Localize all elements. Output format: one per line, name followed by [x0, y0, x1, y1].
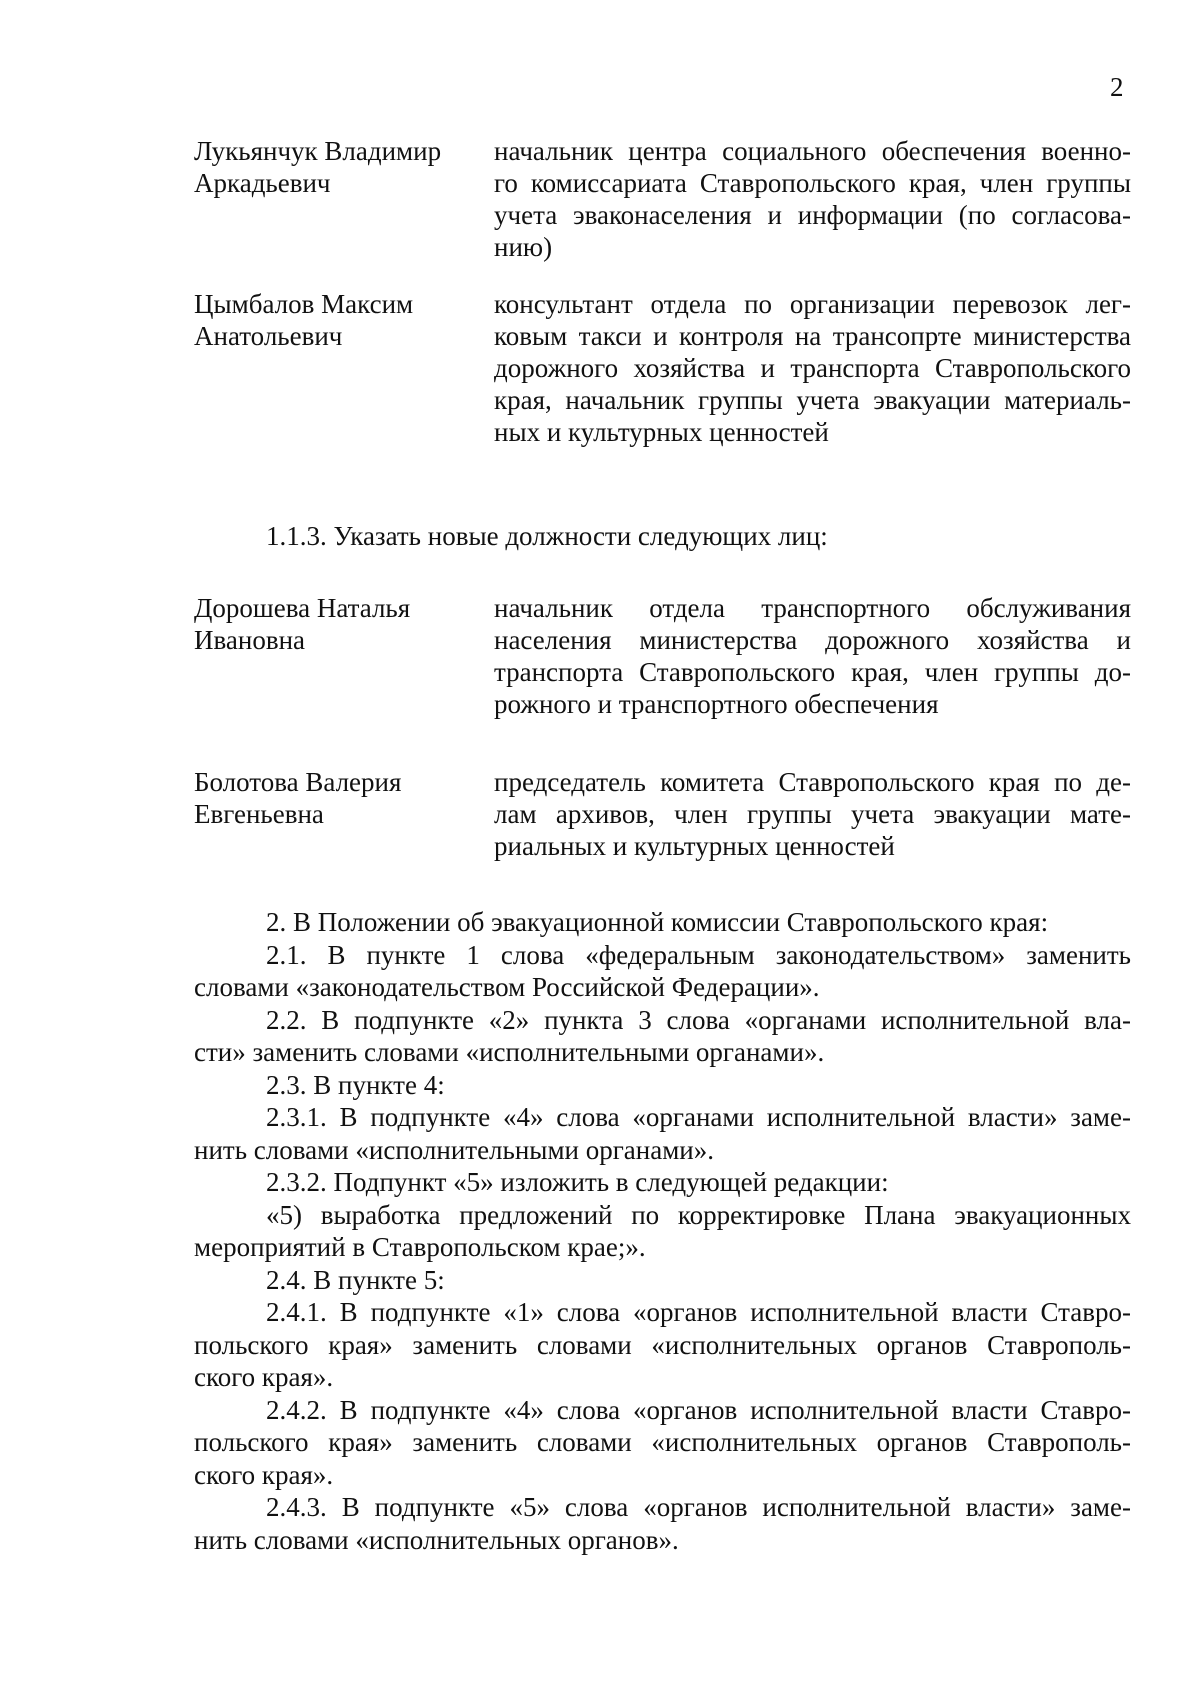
text-line: «5) выработка предложений по корректировке Плана эвакуационных [266, 1199, 1131, 1230]
member-name [194, 592, 464, 656]
position-line: консультант отдела по организации перевозок лег- [494, 289, 1131, 319]
position-line: риальных и культурных ценностей [494, 831, 895, 861]
position-line: начальник отдела транспортного обслуживания [494, 593, 1131, 623]
text-line: 2.4.1. В подпункте «1» слова «органов исполнительной власти Ставро- [266, 1297, 1131, 1327]
member-position [494, 135, 1131, 263]
text-line: ского края». [194, 1459, 334, 1490]
text-line: нить словами «исполнительных органов». [194, 1524, 679, 1555]
text-line: нить словами «исполнительными органами». [194, 1134, 715, 1165]
member-name [194, 288, 464, 352]
text-line: 2.4.3. В подпункте «5» слова «органов исполнительной власти» заме- [266, 1492, 1131, 1522]
name-line: Лукьянчук Владимир [194, 136, 442, 166]
name-line: Болотова Валерия [194, 767, 402, 797]
member-name [194, 766, 464, 830]
position-line: населения министерства дорожного хозяйства и [494, 625, 1131, 655]
name-line: Аркадьевич [194, 168, 331, 198]
name-line: Ивановна [194, 625, 306, 655]
position-line: края, начальник группы учета эвакуации материаль- [494, 385, 1131, 415]
position-line: ных и культурных ценностей [494, 417, 829, 447]
text-line: 2.3.1. В подпункте «4» слова «органами исполнительной власти» заме- [266, 1102, 1131, 1132]
position-line: начальник центра социального обеспечения военно- [494, 136, 1131, 166]
position-line: го комиссариата Ставропольского края, член группы [494, 168, 1131, 198]
position-line: учета эваконаселения и информации (по согласова- [494, 200, 1131, 230]
member-name [194, 135, 464, 199]
name-line: Цымбалов Максим [194, 289, 414, 319]
member-position [494, 766, 1131, 862]
member-position [494, 592, 1131, 720]
text-line: 2.4. В пункте 5: [266, 1264, 445, 1295]
text-line: ского края». [194, 1362, 334, 1392]
section-heading: 1.1.3. Указать новые должности следующих лиц: [266, 521, 828, 551]
text-line: польского края» заменить словами «исполнительных органов Ставрополь- [194, 1329, 1131, 1360]
position-line: ковым такси и контроля на трансопрте министерства [494, 321, 1131, 351]
page-number: 2 [1110, 72, 1124, 102]
text-line: 2.4.2. В подпункте «4» слова «органов исполнительной власти Ставро- [266, 1394, 1131, 1425]
position-line: дорожного хозяйства и транспорта Ставропольского [494, 353, 1131, 383]
text-line: мероприятий в Ставропольском крае;». [194, 1232, 646, 1262]
text-line: польского края» заменить словами «исполнительных органов Ставрополь- [194, 1427, 1131, 1457]
text-line: 2.1. В пункте 1 слова «федеральным законодательством» заменить [266, 939, 1131, 970]
text-line: 2.2. В подпункте «2» пункта 3 слова «органами исполнительной вла- [266, 1004, 1131, 1035]
text-line: 2.3.2. Подпункт «5» изложить в следующей редакции: [266, 1167, 889, 1197]
text-line: 2.3. В пункте 4: [266, 1069, 445, 1100]
position-line: председатель комитета Ставропольского края по де- [494, 767, 1131, 797]
position-line: транспорта Ставропольского края, член группы до- [494, 657, 1131, 687]
text-line: сти» заменить словами «исполнительными органами». [194, 1037, 825, 1067]
position-line: нию) [494, 232, 553, 262]
body-text [194, 906, 1131, 1556]
name-line: Дорошева Наталья [194, 593, 411, 623]
name-line: Анатольевич [194, 321, 343, 351]
position-line: рожного и транспортного обеспечения [494, 689, 939, 719]
name-line: Евгеньевна [194, 799, 324, 829]
member-position [494, 288, 1131, 448]
text-line: словами «законодательством Российской Федерации». [194, 972, 820, 1002]
text-line: 2. В Положении об эвакуационной комиссии Ставропольского края: [266, 907, 1049, 937]
position-line: лам архивов, член группы учета эвакуации мате- [494, 799, 1131, 829]
